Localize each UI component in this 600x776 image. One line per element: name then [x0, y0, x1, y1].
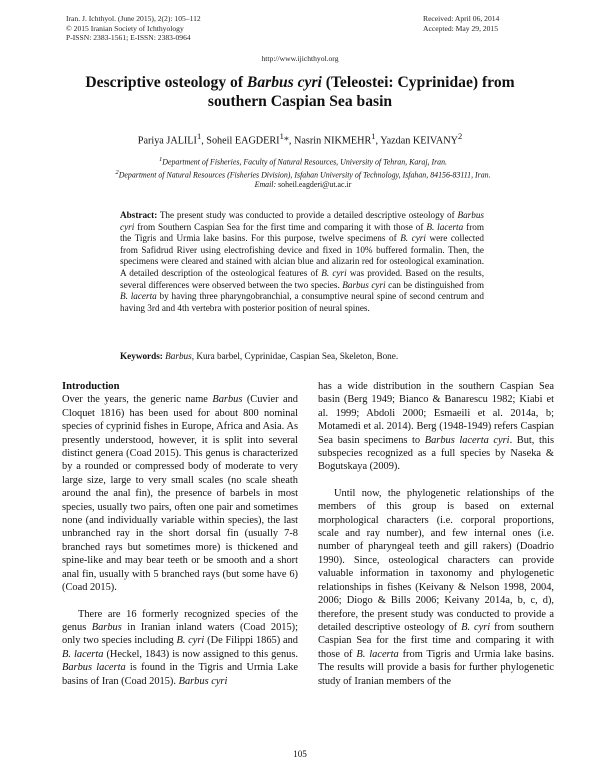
abstract-species: B. cyri: [400, 233, 426, 244]
email-label: Email:: [254, 180, 277, 190]
body-text: from Tigris and Urmia lake basins. The results will provide a basis for further phylogenetic study of Iranian members of the: [318, 648, 554, 687]
affiliation-1-mark: 1: [158, 156, 163, 163]
body-species: B. cyri: [461, 621, 491, 633]
author-3: *, Nasrin NIKMEHR: [283, 135, 372, 147]
keyword-genus: Barbus: [162, 351, 192, 361]
author-2-affil: 1: [279, 131, 284, 141]
affiliation-2: [58, 168, 548, 181]
author-list: [0, 131, 600, 146]
body-species: Barbus: [91, 621, 122, 633]
body-text: (Cuvier and Cloquet 1816) has been used for about 800 nominal species of cyprinid fishes in Europe, Africa and Asia. As presently understood, however, it is split into several distinct genera (Coad 2015). This genus is characterized by a rounded or compressed body of moderate to very large size, large to very small scales (no scale sheath around the anal fin), the presence of barbels in most species, usually two pairs, often one pair and sometimes none (and individually variable within species), the last unbranched ray in the short dorsal fin (usually 7-8 branched rays but sometimes more) is thickened and spine-like and may bear teeth or be smooth and a short anal fin, usually with 5 branched rays (but some have 6) (Coad 2015).: [62, 394, 298, 594]
intro-paragraph-2-continued: [318, 380, 554, 474]
author-1-affil: 1: [196, 131, 202, 141]
received-date: Received: April 06, 2014: [423, 14, 500, 23]
intro-paragraph-1: [62, 393, 298, 594]
body-column-left: [62, 380, 298, 688]
affiliation-1: [58, 155, 548, 168]
journal-citation: Iran. J. Ichthyol. (June 2015), 2(2): 105–112: [66, 14, 201, 23]
body-species: Barbus lacerta: [62, 662, 126, 674]
body-species: Barbus: [212, 394, 243, 406]
author-4: , Yazdan KEIVANY: [375, 135, 458, 147]
affiliation-2-text: Department of Natural Resources (Fisheries Division), Isfahan University of Technology, Isfahan, 84156-83111, Iran.: [118, 170, 491, 180]
page-number: 105: [293, 749, 307, 759]
abstract-species: B. lacerta: [120, 291, 157, 302]
abstract-text: from the Tigris and Urmia lake basins. For this purpose, twelve specimens of: [120, 221, 484, 244]
affiliation-1-text: Department of Fisheries, Faculty of Natural Resources, University of Tehran, Karaj, Iran.: [162, 157, 448, 167]
corresponding-email: [58, 180, 548, 190]
abstract-species: B. lacerta: [426, 221, 464, 232]
intro-paragraph-3: [318, 487, 554, 688]
body-text: There are 16 formerly recognized species of the genus: [62, 608, 298, 633]
body-column-right: [318, 380, 554, 688]
abstract-label: Abstract:: [120, 210, 158, 220]
section-heading-introduction: Introduction: [62, 381, 120, 392]
paper-title: [60, 74, 540, 111]
body-text: . But, this subspecies recognized as a full species by Naseka & Bogutskaya (2009).: [318, 434, 554, 473]
keywords: [120, 351, 484, 363]
body-species: Barbus lacerta cyri: [424, 434, 510, 446]
keywords-label: Keywords:: [120, 351, 163, 361]
body-species: B. lacerta: [62, 648, 104, 660]
abstract-text: were collected from Safidrud River using electrofishing device and fixed in 10% buffered formalin. Then, the specimens were cleared and stained with alcian blue and alizarin red for osteological examination. A detailed description of the osteological features of: [120, 233, 484, 278]
keywords-text: , Kura barbel, Cyprinidae, Caspian Sea, Skeleton, Bone.: [191, 351, 399, 361]
abstract-species: Barbus cyri: [120, 210, 484, 232]
body-text: has a wide distribution in the southern Caspian Sea basin (Berg 1949; Bianco & Banarescu 1982; Kiabi et al. 1999; Abdoli 2000; Esmaeili et al. 2014a, b; Motamedi et al. 2014). Berg (1948-1949) refers Caspian Sea basin specimens to: [318, 381, 554, 446]
dates-header: [423, 14, 499, 33]
body-species: B. cyri: [176, 635, 205, 647]
body-text: from southern Caspian Sea for the first time and comparing it with those of: [318, 621, 554, 660]
copyright-line: © 2015 Iranian Society of Ichthyology: [66, 23, 184, 33]
abstract-text: from Southern Caspian Sea for the first time and comparing it with those of: [134, 221, 427, 232]
author-3-affil: 1: [371, 131, 376, 141]
journal-header: [66, 14, 201, 43]
title-part-1: Descriptive osteology of: [85, 74, 247, 91]
abstract-text: was provided. Based on the results, several differences were observed between the two species.: [120, 267, 484, 290]
abstract-text: can be distinguished from: [385, 279, 484, 290]
body-text: (Heckel, 1843) is now assigned to this genus.: [103, 648, 298, 660]
affiliation-2-mark: 2: [115, 168, 119, 176]
body-text: is found in the Tigris and Urmia Lake basins of Iran (Coad 2015).: [62, 662, 298, 687]
abstract-species: Barbus cyri: [342, 279, 386, 290]
title-species: Barbus cyri: [246, 74, 322, 91]
accepted-date: Accepted: May 29, 2015: [423, 23, 499, 33]
author-4-affil: 2: [457, 131, 463, 141]
email-address[interactable]: soheil.eagderi@ut.ac.ir: [276, 180, 352, 190]
body-text: (De Filippi 1865) and: [204, 635, 298, 647]
body-text: in Iranian inland waters (Coad 2015); only two species including: [62, 621, 299, 647]
abstract-text: The present study was conducted to provide a detailed descriptive osteology of: [157, 210, 458, 220]
affiliations: [58, 155, 548, 191]
author-2: , Soheil EAGDERI: [201, 135, 280, 147]
title-part-2: (Teleostei: Cyprinidae) from southern Caspian Sea basin: [207, 74, 515, 110]
body-species: Barbus cyri: [178, 675, 228, 687]
body-text: Over the years, the generic name: [62, 394, 213, 406]
body-species: B. lacerta: [356, 648, 399, 660]
journal-url[interactable]: http://www.ijichthyol.org: [261, 54, 339, 63]
intro-paragraph-2: [62, 608, 298, 688]
issn-line: P-ISSN: 2383-1561; E-ISSN: 2383-0964: [66, 33, 191, 43]
abstract: [120, 210, 484, 314]
abstract-text: by having three pharyngobranchial, a consumptive neural spine of second centrum and having 3rd and 4th vertebra with posterior position of neural spines.: [120, 291, 484, 313]
abstract-species: B. cyri: [321, 267, 347, 278]
author-1: Pariya JALILI: [137, 135, 197, 147]
body-text: Until now, the phylogenetic relationships of the members of this group is based on external morphological characters (i.e. corporal proportions, scale and ray number), and few internal ones (i.e. number of pharyngeal teeth and gill rakers) (Doadrio 1990). Since, osteological characters can provide valuable information in taxonomy and phylogenetic relationships in fishes (Keivany & Nelson 1998, 2004, 2006; Diogo & Bills 2006; Keivany 2014a, b, c, d), therefore, the present study was conducted to provide a detailed descriptive osteology of: [318, 487, 554, 633]
